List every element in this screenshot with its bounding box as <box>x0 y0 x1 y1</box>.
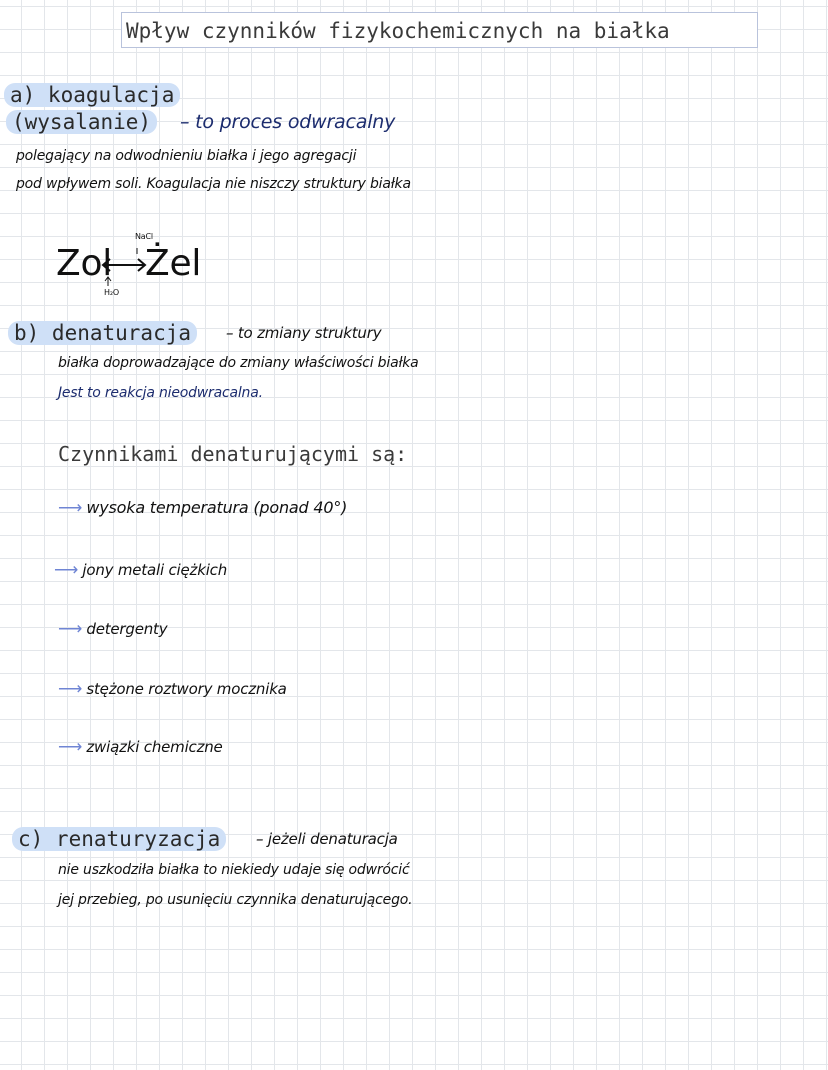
reversible-arrow-icon <box>100 240 150 290</box>
equation-bottom-label: H₂O <box>104 288 119 297</box>
factor-item <box>54 560 227 580</box>
section-a-line-2: pod wpływem soli. Koagulacja nie niszczy struktury białka <box>16 176 411 192</box>
factor-item <box>58 737 223 757</box>
section-b-definition: – to zmiany struktury <box>226 324 382 342</box>
factors-heading: Czynnikami denaturującymi są: <box>58 442 408 466</box>
factor-label: wysoka temperatura (ponad 40°) <box>86 498 348 517</box>
equation-left: Zol <box>56 243 113 284</box>
page-title: Wpływ czynników fizykochemicznych na białka <box>121 12 758 48</box>
section-a-heading <box>4 83 180 107</box>
section-c-line-1: nie uszkodziła białka to niekiedy udaje się odwrócić <box>58 862 410 878</box>
section-b-line-1: białka doprowadzające do zmiany właściwości białka <box>58 355 419 371</box>
section-c-heading-text: c) renaturyzacja <box>12 827 226 851</box>
factor-item <box>58 498 347 518</box>
section-c-line-2: jej przebieg, po usunięciu czynnika denaturującego. <box>58 892 413 908</box>
section-b-heading-text: b) denaturacja <box>8 321 197 345</box>
equation-right: Żel <box>145 243 202 284</box>
section-a-definition: – to proces odwracalny <box>180 111 396 133</box>
arrow-right-icon: ⟶ <box>58 737 83 756</box>
section-c-heading <box>12 827 226 851</box>
factor-label: stężone roztwory mocznika <box>86 680 287 698</box>
section-b-heading <box>8 321 197 345</box>
equation-top-label: NaCl <box>135 232 153 241</box>
arrow-right-icon: ⟶ <box>58 679 83 698</box>
factor-item <box>58 619 167 639</box>
arrow-right-icon: ⟶ <box>58 498 83 517</box>
arrow-right-icon: ⟶ <box>54 560 79 579</box>
section-a-heading-text: a) koagulacja <box>4 83 180 107</box>
section-a-subheading <box>6 110 157 134</box>
section-c-definition: – jeżeli denaturacja <box>256 830 398 848</box>
factor-label: detergenty <box>86 620 168 638</box>
factor-label: jony metali ciężkich <box>82 561 228 579</box>
arrow-right-icon: ⟶ <box>58 619 83 638</box>
section-a-subheading-text: (wysalanie) <box>6 110 157 134</box>
section-b-line-2: Jest to reakcja nieodwracalna. <box>58 385 263 401</box>
factor-item <box>58 679 287 699</box>
section-a-line-1: polegający na odwodnieniu białka i jego agregacji <box>16 148 357 164</box>
factor-label: związki chemiczne <box>86 738 223 756</box>
